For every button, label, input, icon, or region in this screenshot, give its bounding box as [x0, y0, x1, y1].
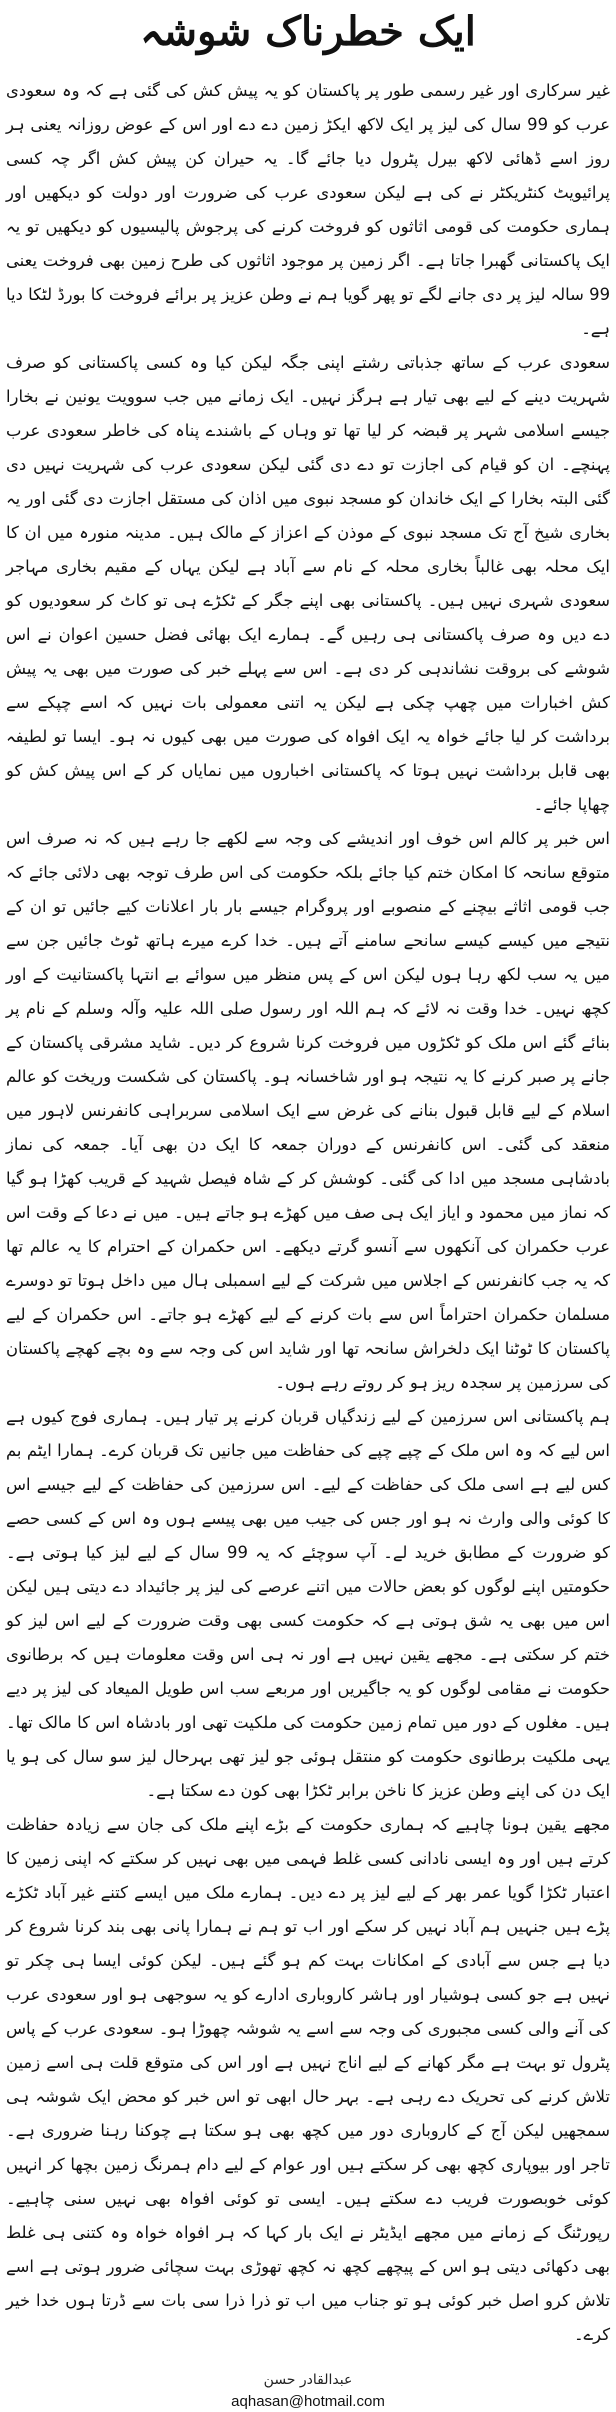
article-paragraph-3: اس خبر پر کالم اس خوف اور اندیشے کی وجہ سے لکھے جا رہے ہیں کہ نہ صرف اس متوقع سانحہ کا امکان ختم کیا جائے بلکہ حکومت کی اس طرف توجہ بھی دلائی جائے کہ جب قومی اثاثے بیچنے کے منصوبے اور پروگرام جیسے بار بار اعلانات کیے جائیں تو ان کے نتیجے میں کیسے کیسے سانحے سامنے آتے ہیں۔ خدا کرے میرے ہاتھ ٹوٹ جائیں جن سے میں یہ سب لکھ رہا ہوں لیکن اس کے پس منظر میں سوائے بے انتہا پاکستانیت کے اور کچھ نہیں۔ خدا وقت نہ لائے کہ ہم اللہ اور رسول صلی اللہ علیہ وآلہ وسلم کے نام پر بنائے گئے اس ملک کو ٹکڑوں میں فروخت کرنا شروع کر دیں۔ شاید مشرقی پاکستان کے جانے پر صبر کرنے کا یہ نتیجہ ہو اور شاخسانہ ہو۔ پاکستان کی شکست وریخت کو عالم اسلام کے لیے قابل قبول بنانے کی غرض سے ایک اسلامی سربراہی کانفرنس لاہور میں منعقد کی گئی۔ اس کانفرنس کے دوران جمعہ کا ایک دن بھی آیا۔ جمعہ کی نماز بادشاہی مسجد میں ادا کی گئی۔ کوشش کر کے شاہ فیصل شہید کے قریب کھڑا ہو گیا کہ نماز میں محمود و ایاز ایک ہی صف میں کھڑے ہو جاتے ہیں۔ میں نے دعا کے وقت اس عرب حکمران کی آنکھوں سے آنسو گرتے دیکھے۔ اس حکمران کے احترام کا یہ عالم تھا کہ یہ جب کانفرنس کے اجلاس میں شرکت کے لیے اسمبلی ہال میں داخل ہوتا تو دوسرے مسلمان حکمران احتراماً اس سے بات کرنے کے لیے کھڑے ہو جاتے۔ اس حکمران کے لیے پاکستان کا ٹوٹنا ایک دلخراش سانحہ تھا اور شاید اس کی وجہ سے وہ بچے کھچے پاکستان کی سرزمین پر سجدہ ریز ہو کر روتے رہے ہوں۔ [6, 829, 610, 1392]
author-signature: عبدالقادر حسن [263, 2372, 353, 2388]
author-email[interactable]: aqhasan@hotmail.com [231, 2393, 385, 2410]
article-paragraph-2: سعودی عرب کے ساتھ جذباتی رشتے اپنی جگہ لیکن کیا وہ کسی پاکستانی کو صرف شہریت دینے کے لیے بھی تیار ہے ہرگز نہیں۔ ایک زمانے میں جب سوویت یونین نے بخارا جیسے اسلامی شہر پر قبضہ کر لیا تھا تو وہاں کے باشندے پناہ کی خاطر سعودی عرب پہنچے۔ ان کو قیام کی اجازت تو دے دی گئی لیکن سعودی عرب کی شہریت نہیں دی گئی البتہ بخارا کے ایک خاندان کو مسجد نبوی میں اذان کی مستقل اجازت دی گئی اور یہ بخاری شیخ آج تک مسجد نبوی کے موذن کے اعزاز کے مالک ہیں۔ مدینہ منورہ میں ان کا ایک محلہ بھی غالباً بخاری محلہ کے نام سے آباد ہے لیکن یہاں کے مقیم بخاری مہاجر سعودی شہری نہیں ہیں۔ پاکستانی بھی اپنے جگر کے ٹکڑے ہی تو کاٹ کر سعودیوں کو دے دیں وہ صرف پاکستانی ہی رہیں گے۔ ہمارے ایک بھائی فضل حسین اعوان نے اس شوشے کی بروقت نشاندہی کر دی ہے۔ اس سے پہلے خبر کی صورت میں بھی یہ پیش کش اخبارات میں چھپ چکی ہے لیکن یہ اتنی معمولی بات نہیں کہ اسے چپکے سے برداشت کر لیا جائے خواہ یہ ایک افواہ کی صورت میں بھی کیوں نہ ہو۔ ایسا تو لطیفہ بھی قابل برداشت نہیں ہوتا کہ پاکستانی اخباروں میں نمایاں کر کے اس پیش کش کو چھاپا جائے۔ [6, 353, 610, 814]
article-paragraph-4: ہم پاکستانی اس سرزمین کے لیے زندگیاں قربان کرنے پر تیار ہیں۔ ہماری فوج کیوں ہے اس لیے کہ وہ اس ملک کے چپے چپے کی حفاظت میں جانیں تک قربان کرے۔ ہمارا ایٹم بم کس لیے ہے اسی ملک کی حفاظت کے لیے۔ اس سرزمین کی حفاظت کے لیے جیسے اس کا کوئی والی وارث نہ ہو اور جس کی جیب میں بھی پیسے ہوں وہ اس کے کسی حصے کو ضرورت کے مطابق خرید لے۔ آپ سوچئے کہ یہ 99 سال کے لیے لیز کیا ہوتی ہے۔ حکومتیں اپنے لوگوں کو بعض حالات میں اتنے عرصے کی لیز پر جائیداد دے دیتی ہیں لیکن اس میں بھی یہ شق ہوتی ہے کہ حکومت کسی بھی وقت ضرورت کے لیے اس لیز کو ختم کر سکتی ہے۔ مجھے یقین نہیں ہے اور نہ ہی اس وقت معلومات ہیں کہ برطانوی حکومت نے مقامی لوگوں کو یہ جاگیریں اور مربعے سب اس طویل المیعاد کی لیز پر دیے ہیں۔ مغلوں کے دور میں تمام زمین حکومت کی ملکیت تھی اور بادشاہ اس کا مالک تھا۔ یہی ملکیت برطانوی حکومت کو منتقل ہوئی جو لیز تھی بہرحال لیز سو سال کی ہو یا ایک دن کی اپنے وطن عزیز کا ناخن برابر ٹکڑا بھی کون دے سکتا ہے۔ [6, 1407, 610, 1800]
article-title: ایک خطرناک شوشہ [140, 8, 476, 55]
article-paragraph-5: مجھے یقین ہونا چاہیے کہ ہماری حکومت کے بڑے اپنے ملک کی جان سے زیادہ حفاظت کرتے ہیں اور وہ ایسی نادانی کسی غلط فہمی میں بھی نہیں کر سکتے کہ اپنی زمین کا اعتبار ٹکڑا گویا عمر بھر کے لیے لیز پر دے دیں۔ ہمارے ملک میں ایسے کتنے غیر آباد ٹکڑے پڑے ہیں جنہیں ہم آباد نہیں کر سکے اور اب تو ہم نے ہمارا پانی بھی بند کرنا شروع کر دیا ہے جس سے آبادی کے امکانات بہت کم ہو گئے ہیں۔ لیکن کوئی ایسا ہی چکر تو نہیں ہے جو کسی ہوشیار اور ہاشر کاروباری ادارے کو یہ سوجھی ہو اور سعودی عرب کی آنے والی کسی مجبوری کی وجہ سے اسے یہ شوشہ چھوڑا ہو۔ سعودی عرب کے پاس پٹرول تو بہت ہے مگر کھانے کے لیے اناج نہیں ہے اور اس کی متوقع قلت ہی اسے زمین تلاش کرنے کی تحریک دے رہی ہے۔ بہر حال ابھی تو اس خبر کو محض ایک شوشہ ہی سمجھیں لیکن آج کے کاروباری دور میں کچھ بھی ہو سکتا ہے چوکنا رہنا ضروری ہے۔ تاجر اور بیوپاری کچھ بھی کر سکتے ہیں اور عوام کے لیے دام ہمرنگ زمین بچھا کر انہیں کوئی خوبصورت فریب دے سکتے ہیں۔ ایسی تو کوئی افواہ بھی نہیں سنی چاہیے۔ رپورٹنگ کے زمانے میں مجھے ایڈیٹر نے ایک بار کہا کہ ہر افواہ خواہ وہ کتنی ہی غلط بھی دکھائی دیتی ہو اس کے پیچھے کچھ نہ کچھ تھوڑی بہت سچائی ضرور ہوتی ہے اسے تلاش کرو اصل خبر کوئی ہو تو جناب میں اب تو ذرا ذرا سی بات سے ڈرتا ہوں خدا خیر کرے۔ [6, 1815, 610, 2344]
article-paragraph-1: غیر سرکاری اور غیر رسمی طور پر پاکستان کو یہ پیش کش کی گئی ہے کہ وہ سعودی عرب کو 99 سال کی لیز پر ایک لاکھ ایکڑ زمین دے دے اور اس کے عوض روزانہ یعنی ہر روز اسے ڈھائی لاکھ بیرل پٹرول دیا جائے گا۔ یہ حیران کن پیش کش اگر چہ کسی پرائیویٹ کنٹریکٹر نے کی ہے لیکن سعودی عرب کی ضرورت اور دولت کو دیکھیں اور ہماری حکومت کی قومی اثاثوں کو فروخت کرنے کی پرجوش پالیسیوں کو دیکھیں تو یہ ایک پاکستانی گھبرا جاتا ہے۔ اگر زمین پر موجود اثاثوں کی طرح زمین بھی فروخت یعنی 99 سالہ لیز پر دی جانے لگے تو پھر گویا ہم نے وطن عزیز پر برائے فروخت کا بورڈ لٹکا دیا ہے۔ [6, 81, 611, 338]
article-body [6, 74, 610, 2352]
